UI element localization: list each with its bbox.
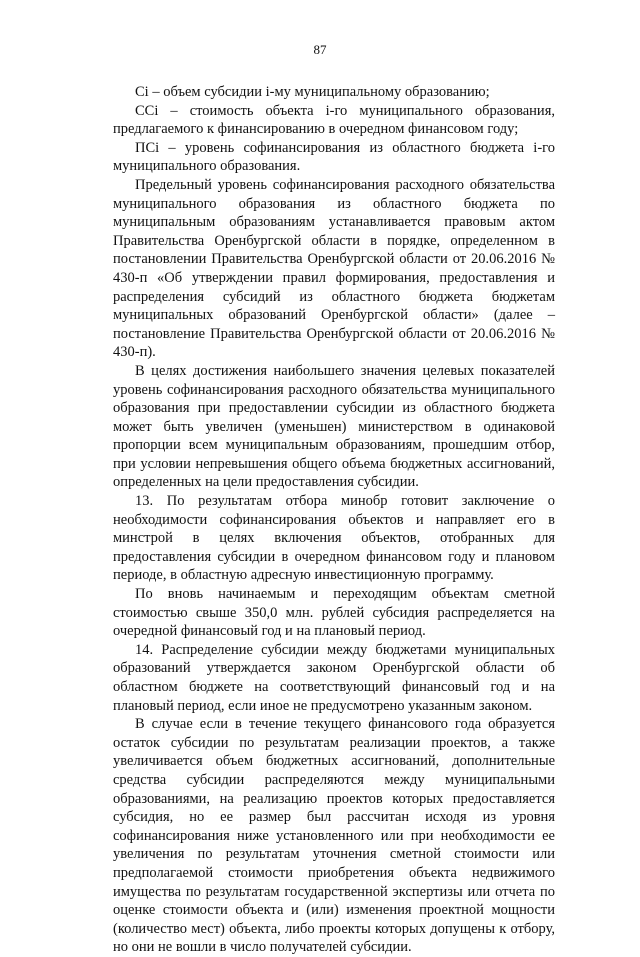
- paragraph-psi-definition: ПСi – уровень софинансирования из областного бюджета i-го муниципального образования.: [113, 139, 555, 175]
- page-number: 87: [313, 42, 327, 57]
- document-body: [113, 83, 555, 957]
- paragraph-cofinancing-limit: Предельный уровень софинансирования расходного обязательства муниципального образования из областного бюджета по муниципальным образованиям устанавливается правовым актом Правительства Оренбургской области в порядке, определенном в постановлении Правительства Оренбургской области от 20.06.2016 № 430-п «Об утверждении правил формирования, предоставления и распределения субсидий из областного бюджета бюджетам муниципальных образований Оренбургской области» (далее – постановление Правительства Оренбургской области от 20.06.2016 № 430-п).: [113, 176, 555, 361]
- paragraph-remaining-subsidy: В случае если в течение текущего финансового года образуется остаток субсидии по результатам реализации проектов, а также увеличивается объем бюджетных ассигнований, дополнительные средства субсидии распределяются между муниципальными образованиями, на реализацию проектов которых предоставляется субсидия, но ее размер был рассчитан исходя из уровня софинансирования ниже установленного или при необходимости ее увеличения по результатам уточнения сметной стоимости или предполагаемой стоимости приобретения объекта недвижимого имущества по результатам государственной экспертизы или отчета по оценке стоимости объекта и (или) изменения проектной мощности (количество мест) объекта, либо проекты которых допущены к отбору, но они не вошли в число получателей субсидии.: [113, 716, 555, 956]
- paragraph-ci-definition: Ci – объем субсидии i-му муниципальному образованию;: [135, 84, 490, 100]
- paragraph-item-13: 13. По результатам отбора минобр готовит заключение о необходимости софинансирования объектов и направляет его в минстрой в целях включения объектов, отобранных для предоставления субсидии в очередном финансовом году и плановом периоде, в областную адресную инвестиционную программу.: [113, 493, 555, 584]
- paragraph-cofinancing-adjustment: В целях достижения наибольшего значения целевых показателей уровень софинансирования расходного обязательства муниципального образования при предоставлении субсидии из областного бюджета может быть увеличен (уменьшен) министерством в одинаковой пропорции всем муниципальным образованиям, прошедшим отбор, при условии непревышения общего объема бюджетных ассигнований, определенных на цели предоставления субсидии.: [113, 362, 555, 491]
- paragraph-large-objects: По вновь начинаемым и переходящим объектам сметной стоимостью свыше 350,0 млн. рублей субсидия распределяется на очередной финансовый год и на плановый период.: [113, 586, 555, 640]
- paragraph-item-14: 14. Распределение субсидии между бюджетами муниципальных образований утверждается законом Оренбургской области об областном бюджете на соответствующий финансовый год и на плановый период, если иное не предусмотрено указанным законом.: [113, 641, 555, 714]
- paragraph-cci-definition: ССi – стоимость объекта i-го муниципального образования, предлагаемого к финансированию в очередном финансовом году;: [113, 102, 555, 138]
